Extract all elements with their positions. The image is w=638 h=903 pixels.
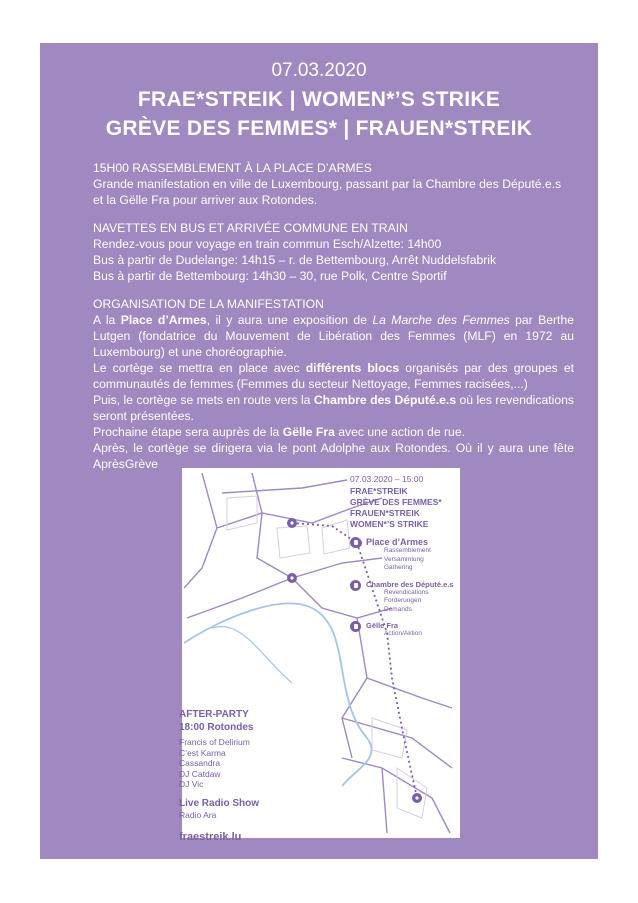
exhibition-title: La Marche des Femmes bbox=[372, 313, 510, 327]
artist: Cassandra bbox=[179, 758, 221, 768]
artist: C’est Karma bbox=[179, 747, 226, 758]
legend-title-4: WOMEN*’S STRIKE bbox=[350, 519, 429, 529]
org-paragraph-2: Le cortège se mettra en place avec différents blocs organisés par des groupes et communautés de femmes (Femmes du secteur Nettoyage, Femmes racisées,...) bbox=[93, 361, 575, 391]
artist: DJ Vic bbox=[179, 779, 204, 789]
legend-item-name: Chambre des Député.e.s bbox=[366, 579, 454, 589]
location-pin-icon bbox=[350, 537, 361, 548]
gelle-fra-highlight: Gëlle Fra bbox=[282, 425, 335, 439]
org-paragraph-4: Prochaine étape sera auprès de la Gëlle Fra avec une action de rue. bbox=[93, 425, 465, 439]
transport-line: Bus à partir de Dudelange: 14h15 – r. de Bettembourg, Arrêt Nuddelsfabrik bbox=[93, 253, 497, 267]
legend-title-3: FRAUEN*STREIK bbox=[350, 508, 420, 518]
legend-item-place-darmes: Place d’Armes Rassemblement Versammlung Gathering bbox=[350, 537, 456, 573]
radio-show-title: Live Radio Show bbox=[179, 797, 260, 809]
after-party-time: 18:00 Rotondes bbox=[179, 722, 254, 733]
poster bbox=[40, 43, 598, 859]
section-transport bbox=[93, 220, 574, 284]
section-gathering bbox=[93, 160, 574, 208]
section-heading: 15H00 RASSEMBLEMENT À LA PLACE D’ARMES bbox=[93, 161, 372, 175]
map-marker-rotondes bbox=[412, 793, 422, 803]
event-date: 07.03.2020 bbox=[271, 60, 367, 81]
artist: Francis of Delirium bbox=[179, 737, 250, 747]
map-marker-gelle-fra bbox=[287, 573, 297, 583]
org-paragraph-3: Puis, le cortège se mets en route vers la Chambre des Député.e.s où les revendications seront présentées. bbox=[93, 393, 574, 423]
section-heading: ORGANISATION DE LA MANIFESTATION bbox=[93, 297, 324, 311]
org-paragraph-1: A la Place d’Armes, il y aura une exposition de La Marche des Femmes par Berthe Lutgen (fondatrice du Mouvement de Libération des Femmes (MLF) en 1972 au Luxembourg) et une choréographie. bbox=[93, 313, 575, 359]
after-party-title: AFTER-PARTY bbox=[179, 709, 249, 720]
section-heading: NAVETTES EN BUS ET ARRIVÉE COMMUNE EN TRAIN bbox=[93, 221, 408, 235]
org-paragraph-5: Après, le cortège se dirigera via le pont Adolphe aux Rotondes. Où il y aura une fête AprèsGrève bbox=[93, 441, 574, 471]
legend-item-name: Gëlle Fra bbox=[366, 621, 399, 630]
legend-title-2: GRÈVE DES FEMMES* bbox=[350, 497, 442, 507]
transport-line: Rendez-vous pour voyage en train commun Esch/Alzette: 14h00 bbox=[93, 237, 442, 251]
after-party-box bbox=[179, 708, 275, 843]
website-link[interactable]: fraestreik.lu bbox=[179, 831, 242, 843]
legend-item-chambre: Chambre des Député.e.s Revendications Forderungen Demands bbox=[350, 580, 456, 615]
place-name: Place d’Armes bbox=[120, 313, 207, 327]
legend-date: 07.03.2020 – 15:00 bbox=[350, 474, 424, 484]
title-line-1: FRAE*STREIK | WOMEN*’S STRIKE bbox=[137, 88, 501, 111]
section-organisation bbox=[93, 296, 574, 472]
legend-item-name: Place d’Armes bbox=[366, 537, 429, 547]
chambre-highlight: Chambre des Député.e.s bbox=[313, 393, 457, 407]
transport-line: Bus à partir de Bettembourg: 14h30 – 30, rue Polk, Centre Sportif bbox=[93, 269, 447, 283]
section-text: Grande manifestation en ville de Luxembourg, passant par la Chambre des Député.e.s et la Gëlle Fra pour arriver aux Rotondes. bbox=[93, 177, 562, 207]
location-pin-icon bbox=[350, 621, 361, 632]
map-marker-place-darmes bbox=[287, 518, 297, 528]
radio-name: Radio Ara bbox=[179, 809, 217, 820]
legend-title-1: FRAE*STREIK bbox=[350, 486, 408, 496]
location-pin-icon bbox=[350, 580, 361, 591]
legend-item-gelle-fra: Gëlle Fra Action/Aktion bbox=[350, 621, 456, 639]
title-line-2: GRÈVE DES FEMMES* | FRAUEN*STREIK bbox=[105, 117, 533, 140]
map-legend bbox=[350, 474, 456, 639]
blocs-highlight: différents blocs bbox=[305, 361, 400, 375]
artist: DJ Catdaw bbox=[179, 768, 221, 779]
poster-body bbox=[93, 160, 574, 472]
